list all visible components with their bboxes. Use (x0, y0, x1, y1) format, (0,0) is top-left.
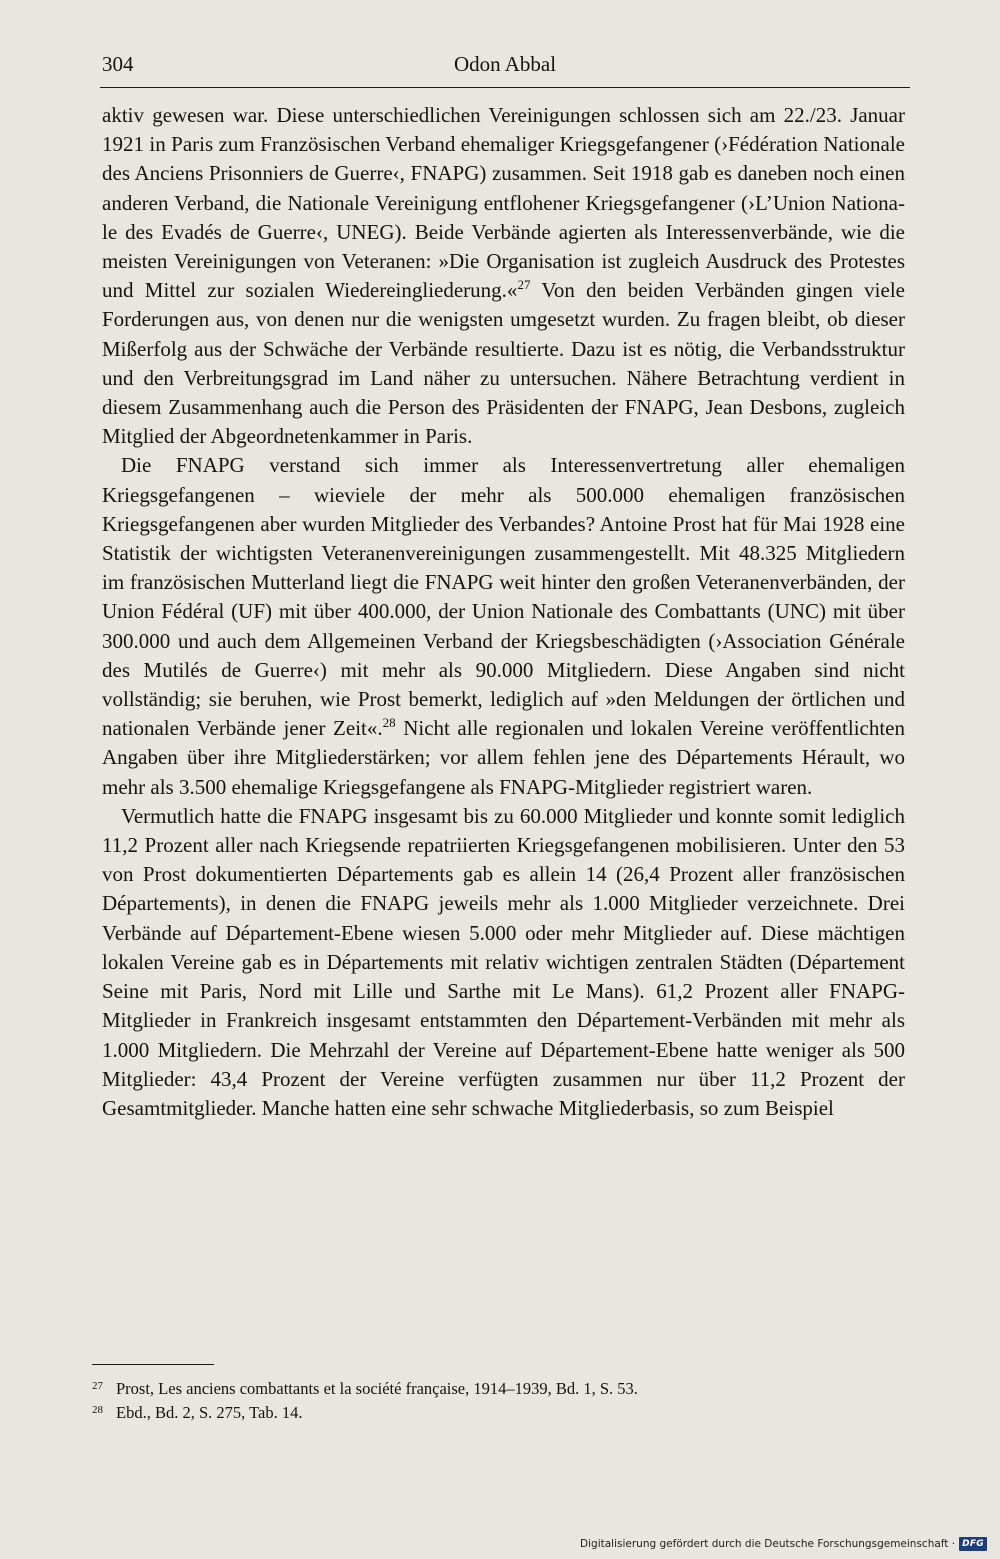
footnote-rule (92, 1364, 214, 1365)
running-head (100, 48, 910, 84)
paragraph-2-text-b: Nicht alle regionalen und lokalen Vereine veröffentlichten Angaben über ihre Mitgliederstärken; vor allem fehlen jene des Départements Hérault, wo mehr als 3.500 ehemalige Kriegsgefangene als FNAPG-Mitglieder registriert waren. (102, 716, 906, 799)
paragraph-2 (102, 451, 905, 801)
digitization-credit (580, 1535, 987, 1553)
body-text (102, 101, 905, 1123)
footnote-ref-28: 28 (382, 715, 396, 731)
dfg-logo-icon: DFG (959, 1537, 987, 1551)
footnote-text: Prost, Les anciens combattants et la société française, 1914–1939, Bd. 1, S. 53. (116, 1379, 638, 1398)
header-rule (100, 87, 910, 88)
paragraph-1 (102, 101, 905, 451)
footnote-ref-27: 27 (517, 277, 531, 293)
footnote-text: Ebd., Bd. 2, S. 275, Tab. 14. (116, 1403, 303, 1422)
paragraph-2-text-a: Die FNAPG verstand sich immer als Interessenvertretung aller ehemaligen Kriegsgefangenen – wieviele der mehr als 500.000 ehemaligen französischen Kriegsgefangenen aber wurden Mitglieder des Verbandes? Antoine Prost hat für Mai 1928 eine Statistik der wichtigsten Veteranenvereinigungen zusammengestellt. Mit 48.325 Mitgliedern im französischen Mutterland liegt die FNAPG weit hinter den großen Veteranenverbänden, der Union Fédéral (UF) mit über 400.000, der Union Nationale des Combattants (UNC) mit über 300.000 und auch dem Allgemeinen Verband der Kriegsbeschädigten (›Association Générale des Mutilés de Guerre‹) mit mehr als 90.000 Mitgliedern. Diese Angaben sind nicht vollständig; sie beruhen, wie Prost bemerkt, lediglich auf »den Meldungen der örtlichen und nationalen Verbände jener Zeit«. (102, 453, 905, 741)
page-number: 304 (102, 52, 134, 76)
credit-text: Digitalisierung gefördert durch die Deutsche Forschungsgemeinschaft · (580, 1538, 956, 1550)
running-head-author: Odon Abbal (453, 52, 557, 76)
paragraph-3-text: Vermutlich hatte die FNAPG insgesamt bis zu 60.000 Mitglieder und konnte somit lediglich 11,2 Prozent aller nach Kriegsende repatriierten Kriegsgefangenen mobilisieren. Unter den 53 von Prost dokumentierten Départements gab es allein 14 (26,4 Prozent aller französischen Départements), in denen die FNAPG jeweils mehr als 1.000 Mitglieder verzeichnete. Drei Verbände auf Département-Ebene wiesen 5.000 oder mehr Mitglieder auf. Diese mächtigen lokalen Vereine gab es in Départements mit relativ wichtigen zentralen Städten (Département Seine mit Paris, Nord mit Lille und Sarthe mit Le Mans). 61,2 Prozent aller FNAPG-Mitglieder in Frankreich insgesamt entstammten den Département-Verbänden mit mehr als 1.000 Mitgliedern. Die Mehrzahl der Vereine auf Département-Ebene hatte weniger als 500 Mitglieder: 43,4 Prozent der Vereine verfügten zusammen nur über 11,2 Prozent der Gesamtmitglieder. Manche hatten eine sehr schwache Mitgliederbasis, so zum Beispiel (102, 803, 905, 1120)
footnote-27: 27 Prost, Les anciens combattants et la société française, 1914–1939, Bd. 1, S. 53. (92, 1379, 638, 1398)
paragraph-1-text-b: Von den beiden Verbänden gingen viele Forderungen aus, von denen nur die wenigsten umgesetzt wurden. Zu fragen bleibt, ob dieser Mißerfolg aus der Schwäche der Verbände resultierte. Dazu ist es nötig, die Verbandsstruktur und den Verbreitungsgrad im Land näher zu untersuchen. Nähere Betrachtung verdient in diesem Zusammenhang auch die Person des Präsidenten der FNAPG, Jean Desbons, zugleich Mitglied der Abgeordnetenkammer in Paris. (102, 278, 905, 449)
paragraph-1-text-a: aktiv gewesen war. Diese unterschiedlichen Vereinigungen schlossen sich am 22./23. Januar 1921 in Paris zum Französischen Verband ehemaliger Kriegsgefangener (›Fédération Nationale des Anciens Prisonniers de Guerre‹, FNAPG) zusammen. Seit 1918 gab es daneben noch einen anderen Verband, die Nationale Vereinigung entflohener Kriegsgefangener (›L’Union Nationale des Evadés de Guerre‹, UNEG). Beide Verbände agierten als Interessenverbände, wie die meisten Vereinigungen von Veteranen: »Die Organisation ist zugleich Ausdruck des Protestes und Mittel zur sozialen Wiedereingliederung.« (102, 103, 905, 303)
footnotes (92, 1377, 904, 1425)
footnote-28: 28 Ebd., Bd. 2, S. 275, Tab. 14. (92, 1403, 303, 1422)
paragraph-3 (102, 802, 905, 1123)
